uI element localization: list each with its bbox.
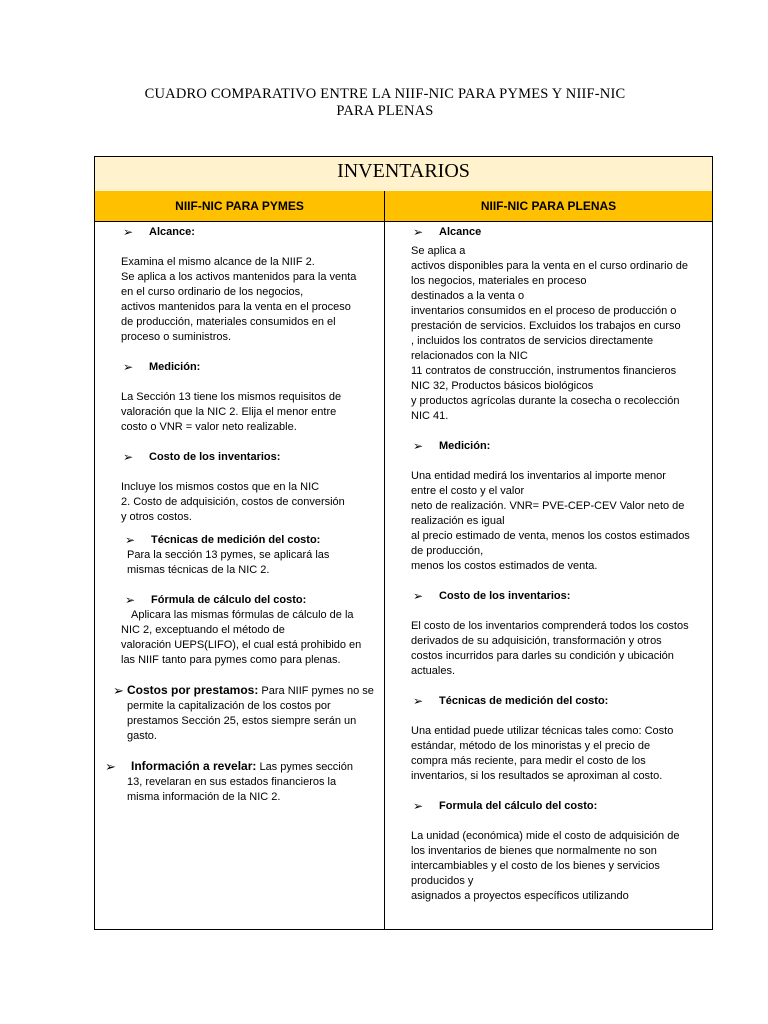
section-text: [121, 390, 380, 435]
section-heading: [105, 759, 380, 775]
text-line: los negocios, materiales en proceso: [411, 275, 587, 287]
bullet-arrow-icon: ➢: [413, 694, 424, 708]
section-title: Costo de los inventarios:: [439, 590, 571, 602]
section-heading: [125, 533, 380, 548]
section-text-inline: Para NIIF pymes no se: [258, 685, 374, 697]
text-line: realización es igual: [411, 515, 505, 527]
text-line: asignados a proyectos específicos utilizando: [411, 890, 629, 902]
section-text: [127, 775, 380, 805]
bullet-arrow-icon: ➢: [413, 799, 424, 813]
text-line: La Sección 13 tiene los mismos requisitos de: [121, 391, 342, 403]
text-line: y otros costos.: [121, 511, 192, 523]
bullet-arrow-icon: ➢: [125, 533, 136, 547]
text-line: 13, revelaran en sus estados financieros la: [127, 776, 337, 788]
text-line: activos disponibles para la venta en el curso ordinario de: [411, 260, 688, 272]
text-line: prestamos Sección 25, estos siempre serán un: [127, 715, 357, 727]
pymes-column: [105, 223, 380, 805]
bullet-arrow-icon: ➢: [125, 593, 136, 607]
plenas-column: [411, 223, 711, 904]
text-line: activos mantenidos para la venta en el proceso: [121, 301, 351, 313]
section-heading: [123, 225, 380, 240]
section-title: Formula del cálculo del costo:: [439, 800, 598, 812]
section-heading: [123, 450, 380, 465]
section-text: [411, 469, 711, 574]
section-heading: [413, 799, 711, 814]
section-text: [411, 244, 711, 424]
section-title: Costo de los inventarios:: [149, 451, 281, 463]
section-text: [121, 255, 380, 345]
text-line: los inventarios de bienes que normalmente no son: [411, 845, 657, 857]
column-header-pymes: NIIF-NIC PARA PYMES: [95, 191, 385, 222]
section-heading: [413, 589, 711, 604]
text-line: de producción,: [411, 545, 484, 557]
section-heading: [413, 439, 711, 454]
section-heading: [413, 694, 711, 709]
text-line: compra más reciente, para medir el costo de los: [411, 755, 646, 767]
section-title: Medición:: [439, 440, 491, 452]
section-title: Medición:: [149, 361, 201, 373]
text-line: al precio estimado de venta, menos los costos estimados: [411, 530, 690, 542]
text-line: intercambiables y el costo de los bienes y servicios: [411, 860, 660, 872]
text-line: inventarios consumidos en el proceso de producción o: [411, 305, 677, 317]
text-line: proceso o suministros.: [121, 331, 232, 343]
text-line: derivados de su adquisición, transformación y otros: [411, 635, 662, 647]
section-text: [411, 829, 711, 904]
text-line: inventarios, si los resultados se aproximan al costo.: [411, 770, 663, 782]
text-line: NIC 41.: [411, 410, 449, 422]
section-heading: [113, 683, 380, 699]
text-line: Incluye los mismos costos que en la NIC: [121, 481, 320, 493]
section-text: [411, 619, 711, 679]
section-text: [121, 480, 380, 525]
bullet-arrow-icon: ➢: [413, 589, 424, 603]
text-line: permite la capitalización de los costos por: [127, 700, 331, 712]
text-line: 11 contratos de construcción, instrumentos financieros: [411, 365, 677, 377]
text-line: de producción, materiales consumidos en el: [121, 316, 336, 328]
bullet-arrow-icon: ➢: [105, 759, 116, 774]
text-line: prestación de servicios. Excluidos los trabajos en curso: [411, 320, 681, 332]
text-line: valoración UEPS(LIFO), el cual está prohibido en: [121, 639, 362, 651]
section-title: Alcance: [439, 226, 482, 238]
text-line: menos los costos estimados de venta.: [411, 560, 598, 572]
section-title: Fórmula de cálculo del costo:: [151, 594, 307, 606]
column-divider: [384, 222, 385, 929]
text-line: costos incurridos para darles su condición y ubicación: [411, 650, 674, 662]
text-line: mismas técnicas de la NIC 2.: [127, 564, 270, 576]
bullet-arrow-icon: ➢: [413, 439, 424, 453]
text-line: estándar, método de los minoristas y el precio de: [411, 740, 651, 752]
text-line: producidos y: [411, 875, 474, 887]
bullet-arrow-icon: ➢: [123, 225, 134, 239]
text-line: en el curso ordinario de los negocios,: [121, 286, 304, 298]
text-line: relacionados con la NIC: [411, 350, 528, 362]
text-line: , incluidos los contratos de servicios directamente: [411, 335, 654, 347]
document-title: [110, 86, 660, 120]
text-line: gasto.: [127, 730, 157, 742]
bullet-arrow-icon: ➢: [123, 450, 134, 464]
section-title: Información a revelar:: [131, 759, 257, 773]
section-heading: [123, 360, 380, 375]
text-line: NIC 2, exceptuando el método de: [121, 624, 285, 636]
text-line: Se aplica a: [411, 245, 466, 257]
comparison-table: [94, 156, 713, 930]
bullet-arrow-icon: ➢: [113, 683, 124, 698]
section-text: [411, 724, 711, 784]
text-line: destinados a la venta o: [411, 290, 525, 302]
column-header-plenas: NIIF-NIC PARA PLENAS: [385, 191, 712, 222]
section-title: Técnicas de medición del costo:: [439, 695, 609, 707]
text-line: neto de realización. VNR= PVE-CEP-CEV Valor neto de: [411, 500, 685, 512]
bullet-arrow-icon: ➢: [123, 360, 134, 374]
section-text: [127, 699, 380, 744]
document-title-line-1: CUADRO COMPARATIVO ENTRE LA NIIF-NIC PARA PYMES Y NIIF-NIC: [144, 86, 626, 102]
text-line: actuales.: [411, 665, 456, 677]
text-line: misma información de la NIC 2.: [127, 791, 281, 803]
section-heading: [125, 593, 380, 608]
section-title: Técnicas de medición del costo:: [151, 534, 321, 546]
text-line: valoración que la NIC 2. Elija el menor entre: [121, 406, 337, 418]
text-line: El costo de los inventarios comprenderá todos los costos: [411, 620, 689, 632]
text-line: La unidad (económica) mide el costo de adquisición de: [411, 830, 680, 842]
text-line: NIC 32, Productos básicos biológicos: [411, 380, 594, 392]
text-line: las NIIF tanto para pymes como para plenas.: [121, 654, 341, 666]
bullet-arrow-icon: ➢: [413, 225, 424, 239]
document-title-line-2: PARA PLENAS: [336, 103, 434, 119]
text-line: Se aplica a los activos mantenidos para la venta: [121, 271, 357, 283]
section-text: [121, 608, 380, 668]
text-line: Examina el mismo alcance de la NIIF 2.: [121, 256, 315, 268]
text-line: 2. Costo de adquisición, costos de conversión: [121, 496, 345, 508]
text-line: Una entidad medirá los inventarios al importe menor: [411, 470, 666, 482]
section-text: [127, 548, 380, 578]
section-heading: [413, 225, 711, 240]
text-line: Aplicara las mismas fórmulas de cálculo de la: [131, 609, 354, 621]
text-line: y productos agrícolas durante la cosecha o recolección: [411, 395, 680, 407]
text-line: entre el costo y el valor: [411, 485, 525, 497]
text-line: Una entidad puede utilizar técnicas tales como: Costo: [411, 725, 674, 737]
section-text-inline: Las pymes sección: [256, 761, 353, 773]
table-banner: INVENTARIOS: [95, 157, 712, 192]
text-line: Para la sección 13 pymes, se aplicará las: [127, 549, 330, 561]
section-title: Costos por prestamos:: [127, 683, 259, 697]
text-line: costo o VNR = valor neto realizable.: [121, 421, 297, 433]
section-title: Alcance:: [149, 226, 195, 238]
